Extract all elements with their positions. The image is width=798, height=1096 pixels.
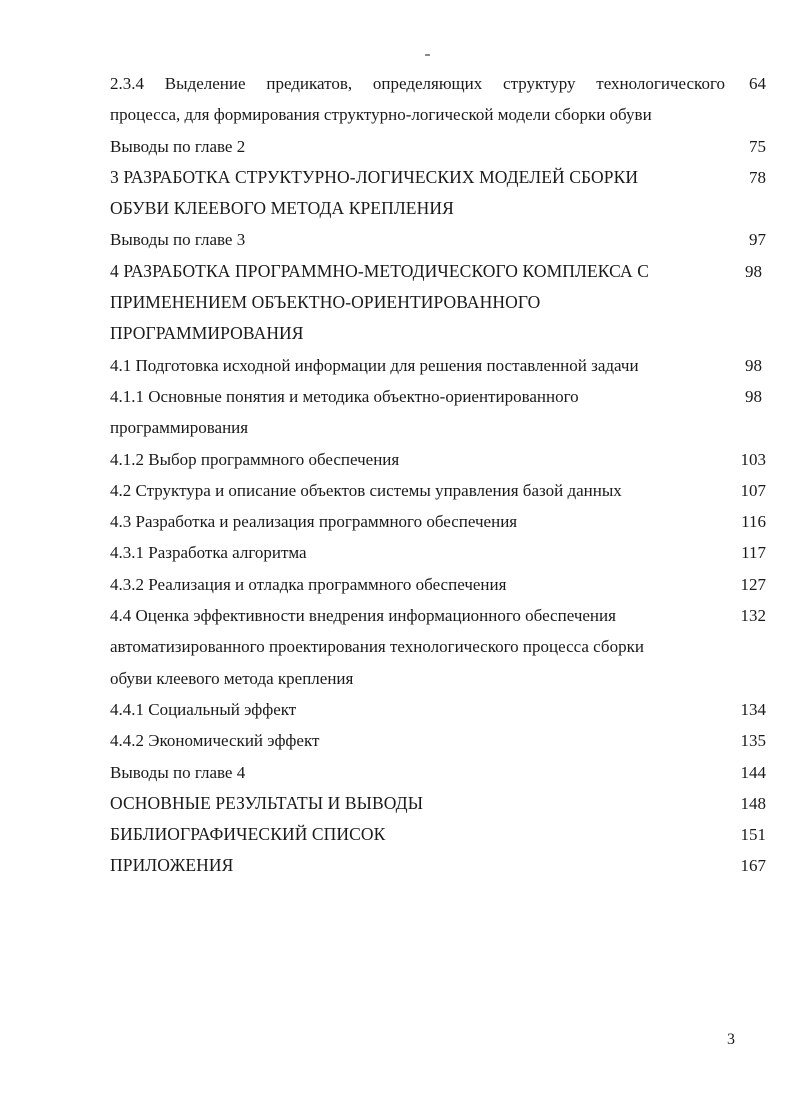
- toc-entry-4-4-2: [110, 725, 770, 756]
- toc-entry-text: Выводы по главе 3: [110, 230, 246, 250]
- toc-entry-text: ПРИЛОЖЕНИЯ: [110, 855, 234, 876]
- toc-page-number: 103: [740, 449, 766, 469]
- toc-entry-text: ПРОГРАММИРОВАНИЯ: [110, 323, 304, 344]
- toc-entry-text: 4 РАЗРАБОТКА ПРОГРАММНО-МЕТОДИЧЕСКОГО КОМПЛЕКСА С: [110, 260, 649, 281]
- toc-entry-4-3: [110, 506, 770, 537]
- toc-entry-text: 4.1.1 Основные понятия и методика объектно-ориентированного: [110, 386, 579, 406]
- toc-entry-text: 4.1.2 Выбор программного обеспечения: [110, 449, 400, 469]
- toc-entry-4-3-1: [110, 537, 770, 568]
- toc-entry-conclusions-3: [110, 224, 770, 255]
- toc-entry-4-2: [110, 475, 770, 506]
- toc-entry-conclusions-2: [110, 131, 770, 162]
- toc-entry-text: 3 РАЗРАБОТКА СТРУКТУРНО-ЛОГИЧЕСКИХ МОДЕЛЕЙ СБОРКИ: [110, 166, 639, 187]
- toc-entry-text: 4.3.2 Реализация и отладка программного обеспечения: [110, 574, 507, 594]
- toc-entry-text: 4.3 Разработка и реализация программного обеспечения: [110, 512, 518, 532]
- toc-entry-text: 2.3.4 Выделение предикатов, определяющих структуру технологического: [110, 74, 725, 93]
- toc-entry-text: обуви клеевого метода крепления: [110, 668, 354, 688]
- toc-entry-text: ПРИМЕНЕНИЕМ ОБЪЕКТНО-ОРИЕНТИРОВАННОГО: [110, 292, 541, 313]
- toc-page-number: 167: [740, 856, 766, 876]
- toc-entry-chapter-3: [110, 162, 770, 225]
- toc-page-number: 107: [740, 480, 766, 500]
- toc-page-number: 98: [745, 386, 762, 406]
- toc-page-number: 151: [740, 825, 766, 845]
- toc-entry-text: автоматизированного проектирования технологического процесса сборки: [110, 637, 644, 657]
- toc-entry-4-1-2: [110, 444, 770, 475]
- toc-entry-4-4: [110, 600, 770, 694]
- toc-page-number: 75: [749, 136, 766, 156]
- toc-entry-text: Выводы по главе 2: [110, 136, 246, 156]
- toc-entry-text: Выводы по главе 4: [110, 762, 246, 782]
- toc-page-number: 116: [741, 512, 766, 532]
- toc-entry-text: 4.1 Подготовка исходной информации для решения поставленной задачи: [110, 355, 639, 375]
- scan-speck: [425, 54, 430, 56]
- toc-entry-text: БИБЛИОГРАФИЧЕСКИЙ СПИСОК: [110, 824, 386, 845]
- toc-page-number: 144: [740, 762, 766, 782]
- toc-entry-main-results: [110, 788, 770, 819]
- toc-page-number: 117: [741, 543, 766, 563]
- toc-entry-appendices: [110, 850, 770, 881]
- toc-entry-4-1: [110, 350, 770, 381]
- toc-page-number: 98: [745, 261, 762, 281]
- toc-entry-4-3-2: [110, 569, 770, 600]
- toc-page-number: 148: [740, 793, 766, 813]
- toc-entry-text: 4.3.1 Разработка алгоритма: [110, 543, 307, 563]
- table-of-contents: [110, 68, 770, 882]
- toc-entry-text: программирования: [110, 418, 249, 438]
- toc-entry-4-1-1: [110, 381, 770, 444]
- toc-entry-text: 4.2 Структура и описание объектов системы управления базой данных: [110, 480, 622, 500]
- toc-entry-text: процесса, для формирования структурно-логической модели сборки обуви: [110, 105, 652, 125]
- toc-page-number: 127: [740, 574, 766, 594]
- toc-page-number: 64: [749, 74, 766, 93]
- toc-entry-2-3-4: [110, 68, 770, 131]
- toc-entry-chapter-4: [110, 256, 770, 350]
- toc-entry-text: 4.4.2 Экономический эффект: [110, 731, 320, 751]
- page-number: 3: [727, 1031, 735, 1048]
- toc-page-number: 132: [740, 606, 766, 626]
- toc-entry-text: 4.4 Оценка эффективности внедрения информационного обеспечения: [110, 606, 616, 626]
- toc-entry-text: ОБУВИ КЛЕЕВОГО МЕТОДА КРЕПЛЕНИЯ: [110, 198, 454, 219]
- toc-page-number: 78: [749, 167, 766, 187]
- toc-page-number: 134: [740, 699, 766, 719]
- toc-entry-text: ОСНОВНЫЕ РЕЗУЛЬТАТЫ И ВЫВОДЫ: [110, 792, 424, 813]
- toc-page-number: 97: [749, 230, 766, 250]
- toc-page-number: 135: [740, 731, 766, 751]
- toc-entry-4-4-1: [110, 694, 770, 725]
- toc-page-number: 98: [745, 355, 762, 375]
- toc-entry-text: 4.4.1 Социальный эффект: [110, 699, 297, 719]
- toc-entry-bibliography: [110, 819, 770, 850]
- toc-entry-conclusions-4: [110, 757, 770, 788]
